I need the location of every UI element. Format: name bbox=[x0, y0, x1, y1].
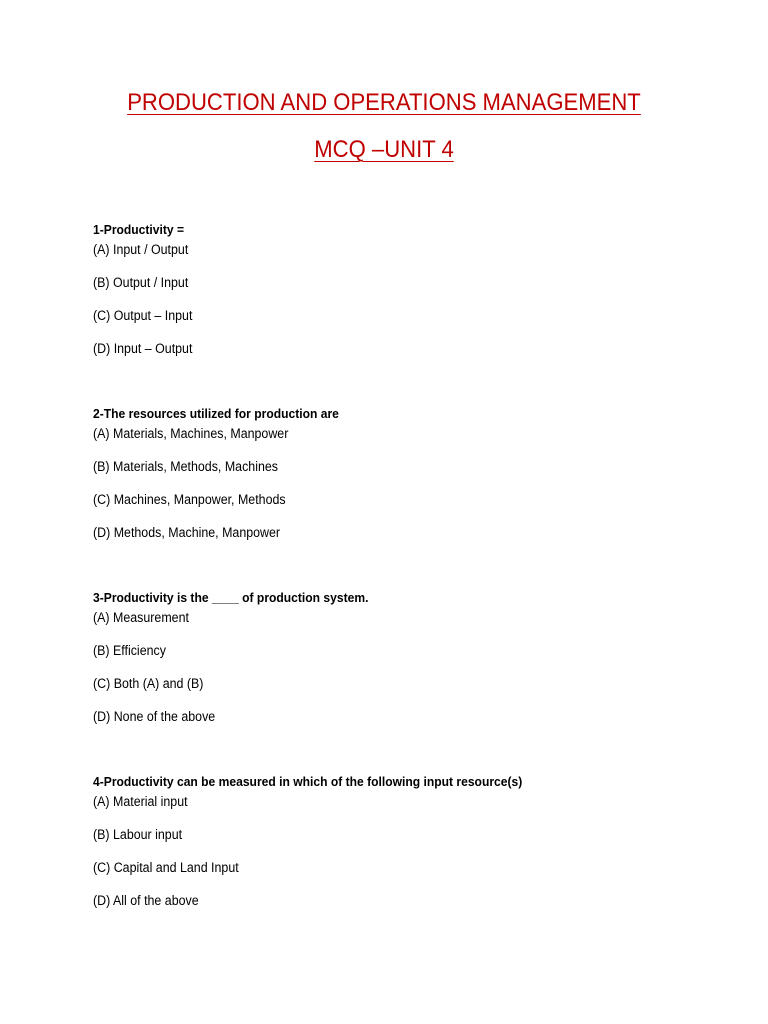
option-d: (D) Input – Output bbox=[93, 341, 193, 356]
option-a: (A) Material input bbox=[93, 794, 188, 809]
question-2 bbox=[93, 406, 713, 540]
question-3 bbox=[93, 590, 713, 724]
option-a: (A) Input / Output bbox=[93, 242, 189, 257]
option-c: (C) Output – Input bbox=[93, 308, 193, 323]
document-subtitle: MCQ –UNIT 4 bbox=[314, 136, 454, 163]
option-c: (C) Machines, Manpower, Methods bbox=[93, 492, 286, 507]
question-4 bbox=[93, 774, 713, 908]
document-title: PRODUCTION AND OPERATIONS MANAGEMENT bbox=[127, 89, 641, 116]
option-b: (B) Output / Input bbox=[93, 275, 189, 290]
option-b: (B) Labour input bbox=[93, 827, 183, 842]
option-b: (B) Efficiency bbox=[93, 643, 166, 658]
option-a: (A) Measurement bbox=[93, 610, 189, 625]
option-c: (C) Both (A) and (B) bbox=[93, 676, 204, 691]
option-d: (D) All of the above bbox=[93, 893, 199, 908]
question-text: 4-Productivity can be measured in which of the following input resource(s) bbox=[93, 774, 523, 789]
question-1 bbox=[93, 222, 713, 356]
option-d: (D) None of the above bbox=[93, 709, 216, 724]
question-text: 3-Productivity is the ____ of production system. bbox=[93, 590, 369, 605]
question-text: 2-The resources utilized for production are bbox=[93, 406, 339, 421]
option-d: (D) Methods, Machine, Manpower bbox=[93, 525, 281, 540]
option-a: (A) Materials, Machines, Manpower bbox=[93, 426, 289, 441]
option-b: (B) Materials, Methods, Machines bbox=[93, 459, 278, 474]
option-c: (C) Capital and Land Input bbox=[93, 860, 239, 875]
question-text: 1-Productivity = bbox=[93, 222, 185, 237]
